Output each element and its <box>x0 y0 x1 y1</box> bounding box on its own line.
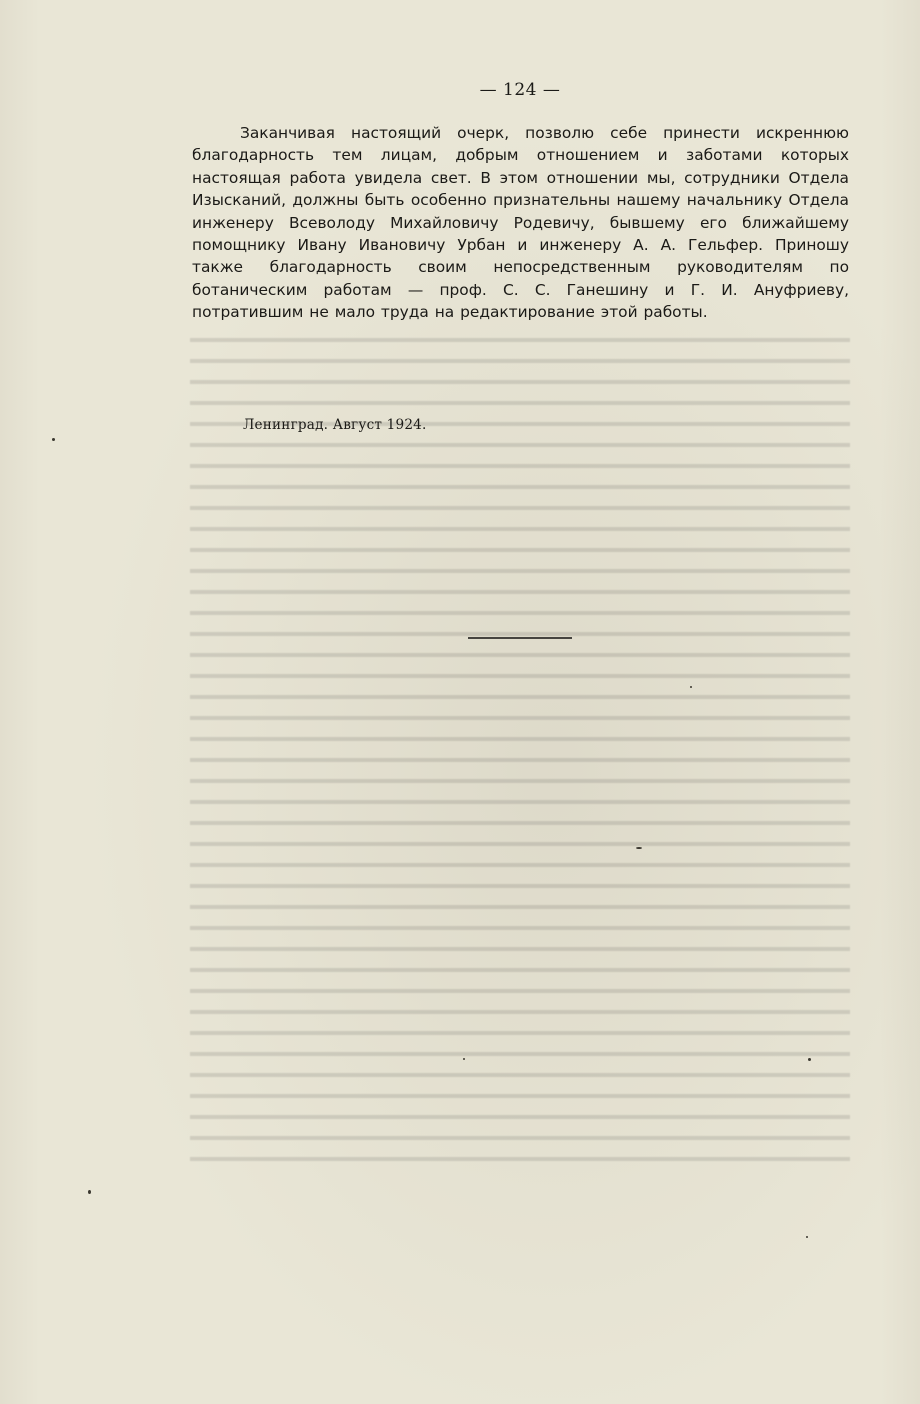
page-number: — 124 — <box>479 80 561 100</box>
scan-speck <box>463 1058 465 1060</box>
scan-speck <box>88 1190 91 1194</box>
acknowledgement-text <box>192 122 849 324</box>
place-and-date: Ленинград. Август 1924. <box>243 417 427 433</box>
bleed-through-rule <box>468 637 572 639</box>
scan-speck <box>690 686 692 688</box>
scan-speck <box>808 1058 811 1061</box>
bleed-through-text <box>190 330 850 1170</box>
scan-speck <box>636 847 642 849</box>
scan-speck <box>806 1236 808 1238</box>
scan-speck <box>52 438 55 441</box>
acknowledgement-paragraph: Заканчивая настоящий очерк, позволю себе принести искреннюю благодарность тем лицам, добрым отношением и заботами которых настоящая работа увидела свет. В этом отношении мы, сотрудники Отдела Изысканий, должны быть особенно признательны нашему начальнику Отдела инженеру Всеволоду Михайловичу Родевичу, бывшему его ближайшему помощнику Ивану Ивановичу Урбан и инженеру А. А. Гельфер. Приношу также благодарность своим непосредственным руководителям по ботаническим работам — проф. С. С. Ганешину и Г. И. Ануфриеву, потратившим не мало труда на редактирование этой работы. <box>192 124 849 322</box>
